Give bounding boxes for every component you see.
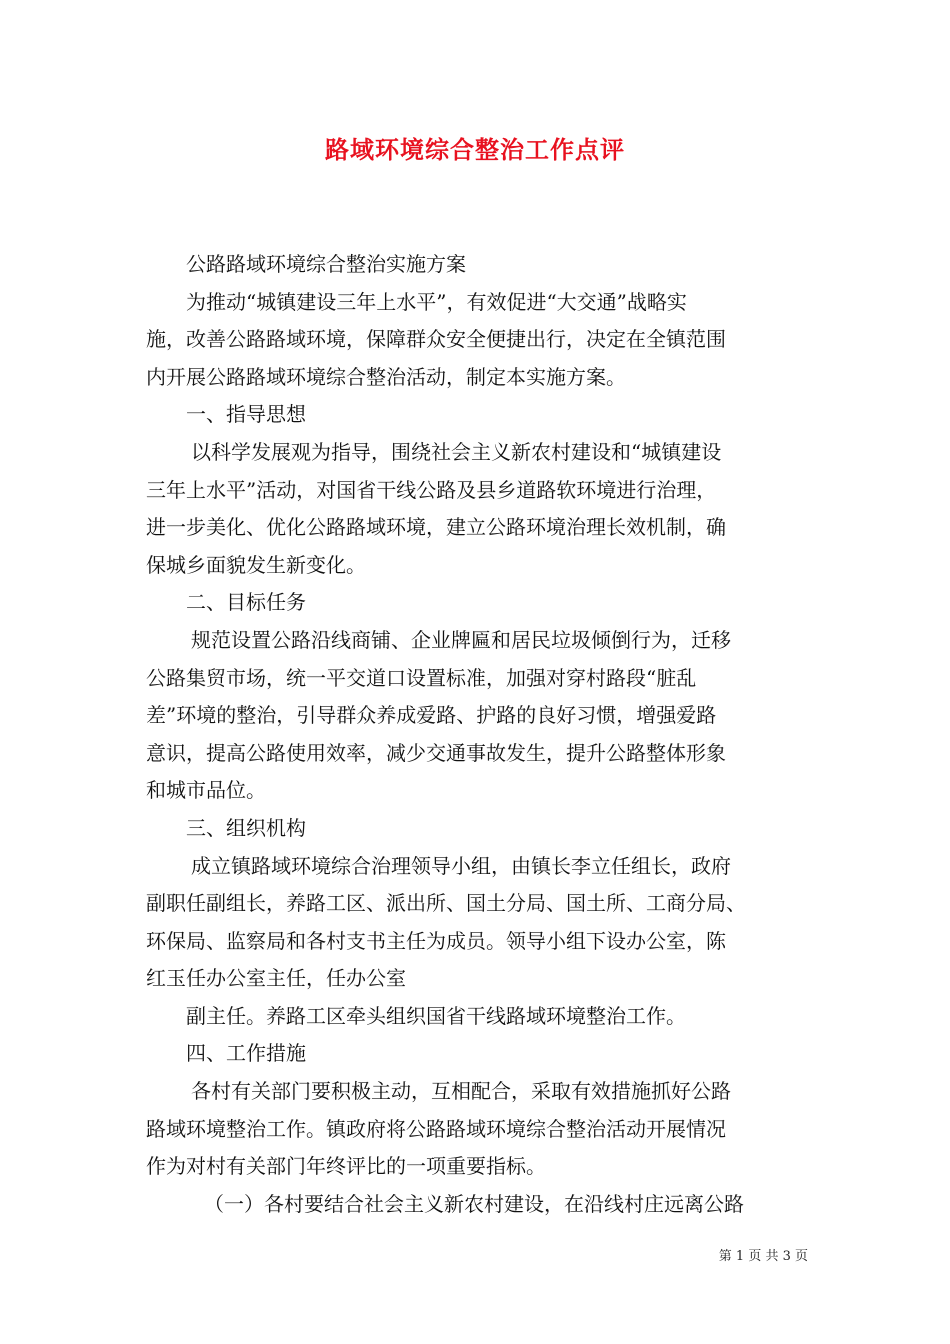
section-heading: 二、目标任务	[186, 590, 306, 615]
body-line: 公路集贸市场，统一平交道口设置标准，加强对穿村路段“脏乱	[146, 665, 697, 690]
body-line: 和城市品位。	[146, 778, 266, 803]
body-line: 环保局、监察局和各村支书主任为成员。领导小组下设办公室，陈	[146, 928, 726, 953]
document-body	[146, 246, 811, 1223]
body-line: 作为对村有关部门年终评比的一项重要指标。	[146, 1154, 546, 1179]
body-line: 公路路域环境综合整治实施方案	[186, 252, 466, 276]
body-line: 副主任。养路工区牵头组织国省干线路域环境整治工作。	[186, 1003, 686, 1028]
page-number: 第 1 页 共 3 页	[718, 1249, 808, 1264]
document-title: 路域环境综合整治工作点评	[325, 135, 625, 164]
body-line: 成立镇路域环境综合治理领导小组，由镇长李立任组长，政府	[191, 853, 731, 878]
body-line: 副职任副组长，养路工区、派出所、国土分局、国土所、工商分局、	[146, 891, 746, 916]
body-line: （一）各村要结合社会主义新农村建设，在沿线村庄远离公路	[204, 1191, 744, 1216]
body-line: 进一步美化、优化公路路域环境，建立公路环境治理长效机制，确	[146, 515, 726, 540]
body-line: 意识，提高公路使用效率，减少交通事故发生，提升公路整体形象	[146, 740, 726, 765]
body-line: 为推动“城镇建设三年上水平”，有效促进“大交通”战略实	[186, 289, 687, 314]
body-line: 规范设置公路沿线商铺、企业牌匾和居民垃圾倾倒行为，迁移	[191, 627, 731, 652]
section-heading: 三、组织机构	[186, 815, 306, 840]
body-line: 路域环境整治工作。镇政府将公路路域环境综合整治活动开展情况	[146, 1116, 726, 1141]
body-line: 内开展公路路域环境综合整治活动，制定本实施方案。	[146, 364, 626, 389]
body-line: 三年上水平”活动，对国省干线公路及县乡道路软环境进行治理，	[146, 477, 717, 502]
section-heading: 一、指导思想	[186, 402, 306, 427]
body-line: 保城乡面貌发生新变化。	[146, 552, 366, 577]
body-line: 施，改善公路路域环境，保障群众安全便捷出行，决定在全镇范围	[146, 327, 726, 352]
section-heading: 四、工作措施	[186, 1041, 306, 1066]
body-line: 红玉任办公室主任，任办公室	[146, 966, 406, 991]
body-line: 以科学发展观为指导，围绕社会主义新农村建设和“城镇建设	[191, 439, 722, 464]
body-line: 差”环境的整治，引导群众养成爱路、护路的良好习惯，增强爱路	[146, 703, 717, 728]
body-line: 各村有关部门要积极主动，互相配合，采取有效措施抓好公路	[191, 1079, 731, 1104]
